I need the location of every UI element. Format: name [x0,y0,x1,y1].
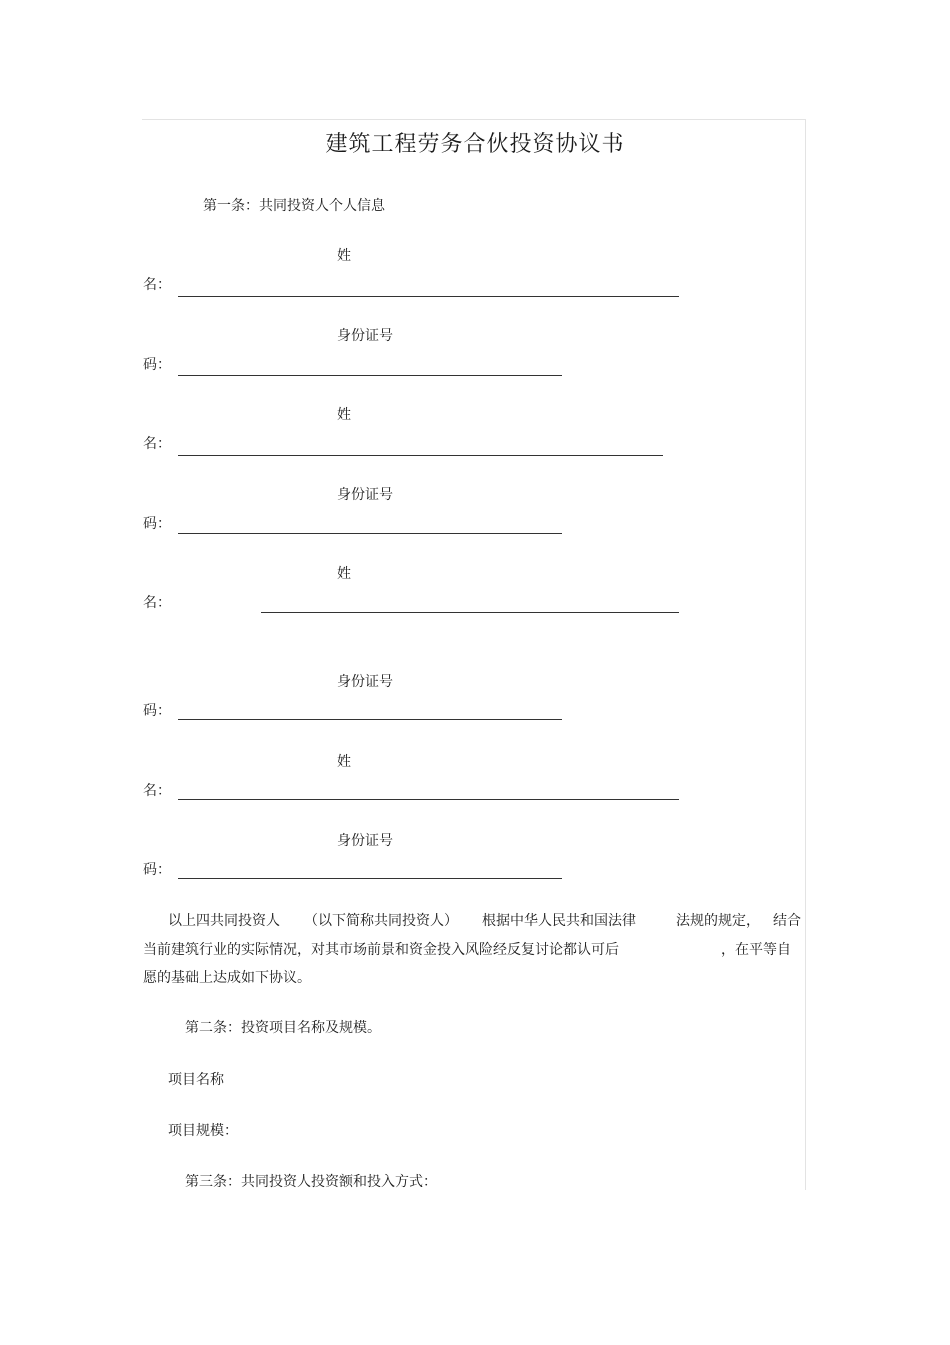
id-blank-line[interactable] [178,719,562,720]
paragraph-text: 当前建筑行业的实际情况，对其市场前景和资金投入风险经反复讨论都认可后 [143,942,619,958]
name-label-bottom: 名： [143,595,171,611]
id-label-top: 身份证号 [337,487,393,503]
id-label-top: 身份证号 [337,328,393,344]
paragraph-text: ，在平等自 [721,942,791,958]
name-label-bottom: 名： [143,436,171,452]
project-name-label: 项目名称 [168,1072,224,1088]
article-3-heading: 第三条：共同投资人投资额和投入方式： [185,1174,437,1190]
name-label-top: 姓 [337,407,351,423]
id-label-bottom: 码： [143,516,171,532]
name-blank-line[interactable] [178,296,679,297]
paragraph-text: 愿的基础上达成如下协议。 [143,970,311,986]
name-blank-line[interactable] [178,455,663,456]
paragraph-text: 法规的规定， [676,913,760,929]
name-label-top: 姓 [337,248,351,264]
id-label-top: 身份证号 [337,833,393,849]
paragraph-text: 根据中华人民共和国法律 [482,913,636,929]
id-label-bottom: 码： [143,862,171,878]
name-label-top: 姓 [337,566,351,582]
paragraph-text: （以下简称共同投资人） [304,913,458,929]
name-label-bottom: 名： [143,277,171,293]
article-2-heading: 第二条：投资项目名称及规模。 [185,1020,381,1036]
name-label-top: 姓 [337,754,351,770]
name-blank-line[interactable] [178,799,679,800]
id-blank-line[interactable] [178,878,562,879]
id-label-bottom: 码： [143,703,171,719]
article-1-heading: 第一条：共同投资人个人信息 [203,198,385,214]
name-label-bottom: 名： [143,783,171,799]
document-title: 建筑工程劳务合伙投资协议书 [325,132,625,157]
id-blank-line[interactable] [178,375,562,376]
paragraph-text: 结合 [773,913,801,929]
project-scale-label: 项目规模： [168,1123,238,1139]
id-label-bottom: 码： [143,357,171,373]
paragraph-text: 以上四共同投资人 [168,913,280,929]
name-blank-line[interactable] [261,612,679,613]
id-blank-line[interactable] [178,533,562,534]
id-label-top: 身份证号 [337,674,393,690]
